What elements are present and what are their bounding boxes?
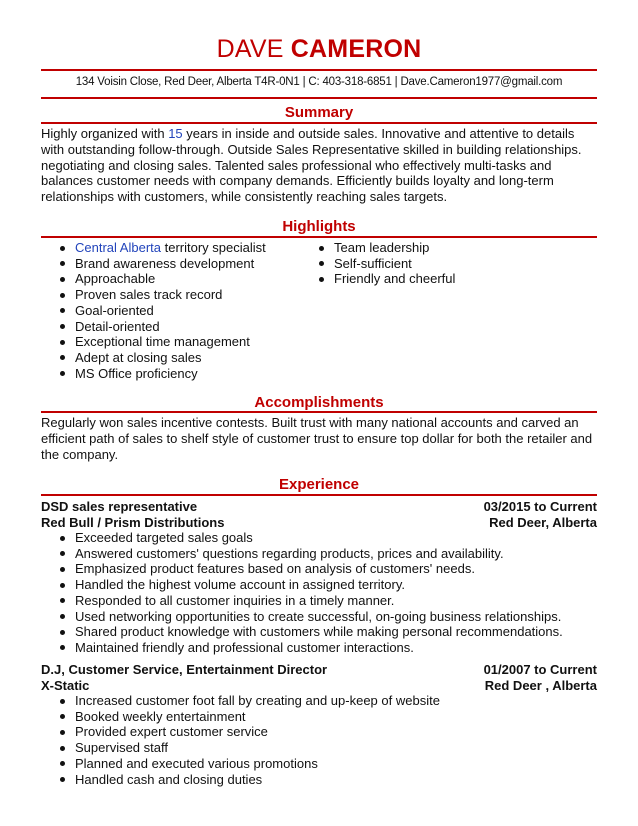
list-item: Booked weekly entertainment <box>41 709 597 725</box>
highlights-rule <box>41 236 597 238</box>
first-name: DAVE <box>216 35 284 63</box>
summary-rule <box>41 122 597 124</box>
job-dates: 03/2015 to Current <box>483 499 597 514</box>
highlights-left-list <box>41 240 311 381</box>
accomplishments-heading: Accomplishments <box>254 394 384 411</box>
job-company-row <box>41 678 597 694</box>
summary-text <box>41 126 597 205</box>
list-item: Brand awareness development <box>41 256 311 272</box>
summary-years: 15 <box>168 126 183 141</box>
job-location: Red Deer, Alberta <box>489 515 597 530</box>
list-item: Adept at closing sales <box>41 350 311 366</box>
contact-rule <box>41 97 597 99</box>
list-item: MS Office proficiency <box>41 366 311 382</box>
list-item: Handled the highest volume account in assigned territory. <box>41 577 597 593</box>
list-item: Team leadership <box>300 240 590 256</box>
highlights-right-list <box>300 240 590 287</box>
highlight-link: Central Alberta <box>75 240 161 255</box>
job-title-row <box>41 499 597 515</box>
list-item: Self-sufficient <box>300 256 590 272</box>
list-item: Exceptional time management <box>41 334 311 350</box>
header-rule <box>41 69 597 71</box>
list-item: Used networking opportunities to create successful, on-going business relationships. <box>41 609 597 625</box>
job-title-row <box>41 662 597 678</box>
last-name: CAMERON <box>290 35 422 63</box>
job-bullet-list <box>41 693 597 787</box>
list-item: Answered customers' questions regarding products, prices and availability. <box>41 546 597 562</box>
list-item: Planned and executed various promotions <box>41 756 597 772</box>
list-item: Detail-oriented <box>41 319 311 335</box>
list-item: Exceeded targeted sales goals <box>41 530 597 546</box>
job-bullet-list <box>41 530 597 656</box>
job-location: Red Deer , Alberta <box>484 678 597 693</box>
list-item: Maintained friendly and professional customer interactions. <box>41 640 597 656</box>
summary-heading: Summary <box>284 104 354 121</box>
job-company: Red Bull / Prism Distributions <box>41 515 225 530</box>
contact-line: 134 Voisin Close, Red Deer, Alberta T4R-0N1 | C: 403-318-6851 | Dave.Cameron1977@gmail.com <box>75 76 563 88</box>
highlight-rest: territory specialist <box>161 240 266 255</box>
candidate-name <box>0 34 638 64</box>
accomplishments-text: Regularly won sales incentive contests. Built trust with many national accounts and carved an efficient path of sales to shelf style of customer trust to ensure top dollar for both the retailer and the company. <box>41 415 593 462</box>
list-item: Provided expert customer service <box>41 724 597 740</box>
list-item: Emphasized product features based on analysis of customers' needs. <box>41 561 597 577</box>
accomplishments-rule <box>41 411 597 413</box>
job-role: D.J, Customer Service, Entertainment Director <box>41 662 328 677</box>
list-item <box>41 240 311 256</box>
job-company-row <box>41 515 597 531</box>
job-dates: 01/2007 to Current <box>483 662 597 677</box>
list-item: Handled cash and closing duties <box>41 772 597 788</box>
list-item: Shared product knowledge with customers while making personal recommendations. <box>41 624 597 640</box>
experience-rule <box>41 494 597 496</box>
experience-heading: Experience <box>278 476 360 493</box>
list-item: Proven sales track record <box>41 287 311 303</box>
summary-text-pre: Highly organized with <box>41 126 169 141</box>
list-item: Increased customer foot fall by creating and up-keep of website <box>41 693 597 709</box>
list-item: Supervised staff <box>41 740 597 756</box>
list-item: Friendly and cheerful <box>300 271 590 287</box>
job-company: X-Static <box>41 678 90 693</box>
list-item: Goal-oriented <box>41 303 311 319</box>
summary-text-post: years in inside and outside sales. Innovative and attentive to details with outstanding follow-through. Outside Sales Representative skilled in building relationships. negotiating and closing sales. Talented sales professional who effectively multi-tasks and balances customer needs with company demands. Efficiently builds loyalty and long-term relationships with customers, while consistently reaching sales targets. <box>41 126 582 205</box>
list-item: Approachable <box>41 271 311 287</box>
job-role: DSD sales representative <box>41 499 198 514</box>
list-item: Responded to all customer inquiries in a timely manner. <box>41 593 597 609</box>
highlights-heading: Highlights <box>282 218 356 235</box>
